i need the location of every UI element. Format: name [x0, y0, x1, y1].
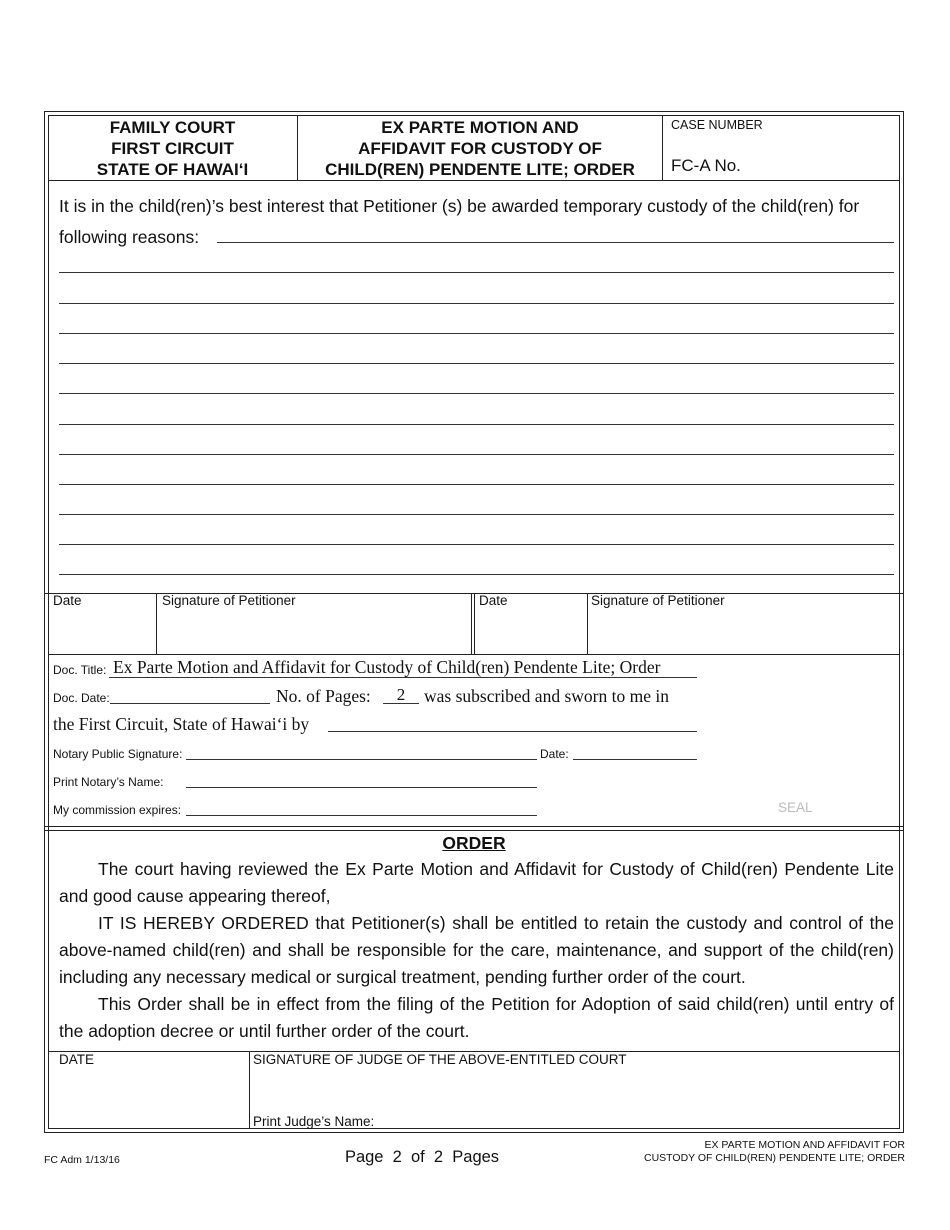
- signature-row-bottom: [48, 654, 900, 655]
- order-paragraph-2-text: IT IS HEREBY ORDERED that Petitioner(s) shall be entitled to retain the custody and control of the above-named child(ren) and shall be responsible for the care, maintenance, and support of the child(ren) including any necessary medical or surgical treatment, pending further order of the court.: [59, 913, 894, 987]
- commission-expires-label: My commission expires:: [53, 803, 182, 817]
- reasons-line[interactable]: [59, 514, 894, 515]
- notary-date-field[interactable]: [573, 759, 697, 760]
- order-paragraph-3: [59, 991, 894, 1045]
- header-divider-1: [297, 115, 298, 180]
- order-paragraph-3-text: This Order shall be in effect from the filing of the Petition for Adoption of said child(ren) until entry of the adoption decree or until further order of the court.: [59, 994, 894, 1041]
- doc-title-label: Doc. Title:: [53, 663, 107, 677]
- judge-signature-label: SIGNATURE OF JUDGE OF THE ABOVE-ENTITLED COURT: [253, 1052, 627, 1067]
- print-notary-name-label: Print Notary’s Name:: [53, 775, 164, 789]
- print-notary-name-field[interactable]: [186, 787, 537, 788]
- doc-date-field[interactable]: [110, 703, 270, 704]
- title-line-1: EX PARTE MOTION AND: [381, 118, 579, 137]
- reasons-line[interactable]: [59, 574, 894, 575]
- sig-divider-3: [587, 593, 588, 654]
- date-label-2: Date: [479, 593, 508, 608]
- order-top-rule-2: [44, 830, 904, 831]
- order-date-label: DATE: [59, 1052, 95, 1067]
- form-id: FC Adm 1/13/16: [44, 1154, 120, 1166]
- court-name: [50, 117, 295, 180]
- no-pages-label: No. of Pages:: [276, 686, 371, 706]
- date-label-1: Date: [53, 593, 82, 608]
- notary-signature-field[interactable]: [186, 759, 537, 760]
- reasons-line[interactable]: [59, 544, 894, 545]
- doc-date-label: Doc. Date:: [53, 691, 110, 705]
- reasons-line[interactable]: [59, 363, 894, 364]
- order-paragraph-1: [59, 856, 894, 910]
- footer-title-line-2: CUSTODY OF CHILD(REN) PENDENTE LITE; ORDER: [644, 1152, 905, 1164]
- commission-expires-field[interactable]: [186, 815, 537, 816]
- date-field-1[interactable]: [53, 593, 153, 653]
- motion-line-1: It is in the child(ren)’s best interest that Petitioner (s) be awarded temporary custody of the child(ren) for: [59, 196, 860, 216]
- title-line-2: AFFIDAVIT FOR CUSTODY OF: [358, 139, 602, 158]
- doc-title-value[interactable]: Ex Parte Motion and Affidavit for Custody of Child(ren) Pendente Lite; Order: [113, 657, 661, 677]
- reasons-line[interactable]: [59, 393, 894, 394]
- sig-divider-2b: [474, 593, 475, 654]
- sig-divider-2: [471, 593, 472, 654]
- petitioner-signature-field-2[interactable]: [591, 593, 896, 653]
- circuit-text: the First Circuit, State of Hawai‘i by: [53, 714, 310, 734]
- order-date-field[interactable]: [59, 1052, 245, 1126]
- title-line-3: CHILD(REN) PENDENTE LITE; ORDER: [325, 160, 635, 179]
- case-number-field[interactable]: FC-A No.: [671, 156, 741, 175]
- court-line-2: FIRST CIRCUIT: [111, 139, 234, 158]
- order-title-wrap: [48, 833, 900, 854]
- judge-name-label: Print Judge’s Name:: [253, 1114, 375, 1129]
- order-paragraph-1-text: The court having reviewed the Ex Parte Motion and Affidavit for Custody of Child(ren) Pendente Lite and good cause appearing thereof,: [59, 859, 894, 906]
- reasons-line[interactable]: [59, 272, 894, 273]
- judge-row-divider: [249, 1051, 250, 1129]
- reasons-line[interactable]: [59, 454, 894, 455]
- order-top-rule-1: [44, 826, 904, 827]
- court-line-1: FAMILY COURT: [109, 118, 236, 137]
- order-title: ORDER: [442, 833, 506, 853]
- court-line-3: STATE OF HAWAI‘I: [96, 160, 249, 179]
- no-pages-value[interactable]: 2: [396, 685, 406, 704]
- header-bottom-rule: [48, 180, 900, 181]
- sworn-by-field[interactable]: [328, 731, 697, 732]
- signature-label-1: Signature of Petitioner: [162, 593, 296, 608]
- reasons-line[interactable]: [59, 424, 894, 425]
- notary-signature-label: Notary Public Signature:: [53, 747, 183, 761]
- footer-title-line-1: EX PARTE MOTION AND AFFIDAVIT FOR: [704, 1139, 905, 1151]
- reasons-line[interactable]: [59, 333, 894, 334]
- sworn-text: was subscribed and sworn to me in: [424, 686, 669, 706]
- page-number: Page 2 of 2 Pages: [344, 1148, 500, 1166]
- doc-title-line: [109, 677, 697, 678]
- no-pages-line: [383, 703, 419, 704]
- header-divider-2: [662, 115, 663, 180]
- notary-date-label: Date:: [540, 747, 569, 761]
- reasons-line-0[interactable]: [217, 242, 894, 243]
- reasons-line[interactable]: [59, 484, 894, 485]
- petitioner-signature-field-1[interactable]: [162, 593, 467, 653]
- case-number-label: CASE NUMBER: [671, 118, 763, 132]
- form-title: [299, 117, 661, 180]
- date-field-2[interactable]: [479, 593, 583, 653]
- footer-form-title: [560, 1139, 905, 1165]
- seal-placeholder: SEAL: [778, 800, 813, 815]
- reasons-line[interactable]: [59, 303, 894, 304]
- sig-divider-1: [156, 593, 157, 654]
- motion-line-2: following reasons:: [59, 227, 200, 247]
- signature-label-2: Signature of Petitioner: [591, 593, 725, 608]
- order-paragraph-2: [59, 910, 894, 991]
